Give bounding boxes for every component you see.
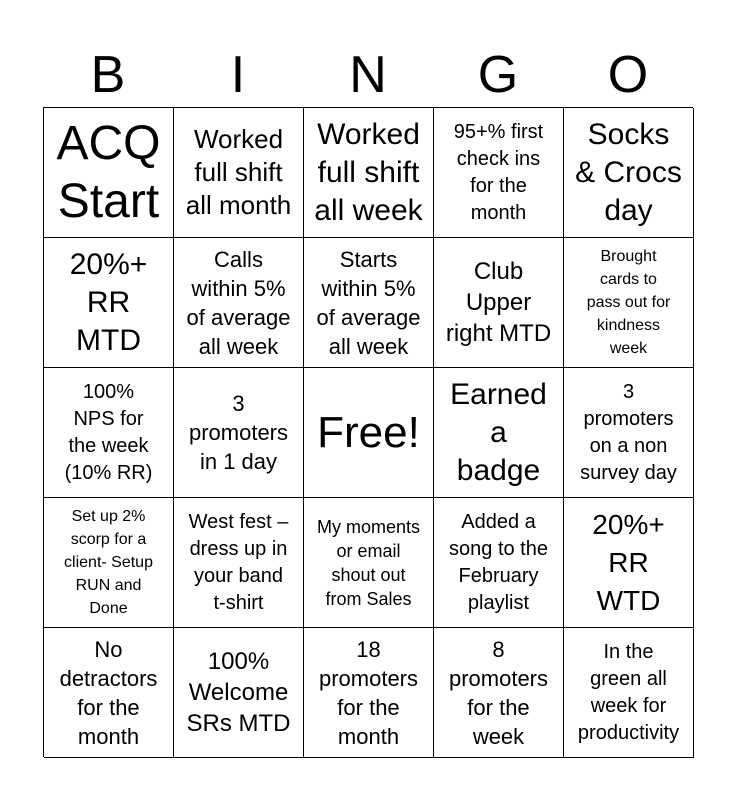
- header-letter-g: G: [477, 46, 519, 104]
- cell-text: Socks & Crocs day: [575, 117, 682, 227]
- bingo-cell[interactable]: [304, 628, 434, 758]
- bingo-cell[interactable]: [44, 628, 174, 758]
- cell-text: 18 promoters for the month: [318, 636, 419, 749]
- cell-text: In the green all week for productivity: [577, 640, 680, 744]
- header-letter-i: I: [230, 46, 246, 104]
- cell-text: Club Upper right MTD: [445, 258, 552, 347]
- bingo-cell[interactable]: [174, 368, 304, 498]
- bingo-cell[interactable]: [174, 498, 304, 628]
- bingo-cell[interactable]: [434, 238, 564, 368]
- bingo-cell[interactable]: [564, 238, 694, 368]
- cell-text: 8 promoters for the week: [448, 636, 549, 749]
- cell-text: 100% Welcome SRs MTD: [186, 648, 291, 737]
- cell-text: ACQ Start: [56, 116, 161, 228]
- bingo-cell[interactable]: [44, 498, 174, 628]
- bingo-cell[interactable]: [174, 108, 304, 238]
- bingo-cell[interactable]: [174, 628, 304, 758]
- cell-text: 100% NPS for the week (10% RR): [64, 380, 153, 484]
- bingo-cell[interactable]: [434, 108, 564, 238]
- cell-text: 95+% first check ins for the month: [453, 120, 544, 224]
- bingo-cell[interactable]: [434, 368, 564, 498]
- bingo-cell[interactable]: [564, 368, 694, 498]
- bingo-free-cell[interactable]: [304, 368, 434, 498]
- cell-text: West fest – dress up in your band t-shirt: [188, 510, 289, 614]
- bingo-cell[interactable]: [44, 108, 174, 238]
- bingo-cell[interactable]: [44, 238, 174, 368]
- bingo-cell[interactable]: [174, 238, 304, 368]
- bingo-cell[interactable]: [44, 368, 174, 498]
- cell-text: Added a song to the February playlist: [449, 510, 548, 614]
- cell-text: 20%+ RR WTD: [592, 508, 665, 616]
- cell-text: Starts within 5% of average all week: [316, 246, 421, 359]
- cell-text: Set up 2% scorp for a client- Setup RUN and Done: [64, 508, 153, 617]
- bingo-cell[interactable]: [564, 108, 694, 238]
- bingo-header: [43, 44, 693, 106]
- cell-text: Worked full shift all month: [185, 124, 292, 220]
- bingo-cell[interactable]: [434, 628, 564, 758]
- bingo-cell[interactable]: [434, 498, 564, 628]
- cell-text: Worked full shift all week: [314, 117, 423, 227]
- bingo-cell[interactable]: [304, 108, 434, 238]
- cell-text: Earned a badge: [450, 377, 547, 487]
- cell-text: Free!: [317, 407, 420, 457]
- bingo-cell[interactable]: [564, 498, 694, 628]
- cell-text: Brought cards to pass out for kindness week: [586, 248, 671, 357]
- header-letter-b: B: [90, 46, 126, 104]
- cell-text: Calls within 5% of average all week: [186, 246, 291, 359]
- cell-text: 20%+ RR MTD: [69, 247, 148, 357]
- bingo-cell[interactable]: [564, 628, 694, 758]
- header-letter-n: N: [349, 46, 387, 104]
- bingo-cell[interactable]: [304, 238, 434, 368]
- cell-text: My moments or email shout out from Sales: [316, 516, 421, 609]
- cell-text: 3 promoters in 1 day: [188, 391, 289, 474]
- bingo-card-grid: [43, 107, 693, 757]
- header-letter-o: O: [607, 46, 649, 104]
- cell-text: No detractors for the month: [59, 636, 158, 749]
- cell-text: 3 promoters on a non survey day: [580, 380, 677, 484]
- bingo-cell[interactable]: [304, 498, 434, 628]
